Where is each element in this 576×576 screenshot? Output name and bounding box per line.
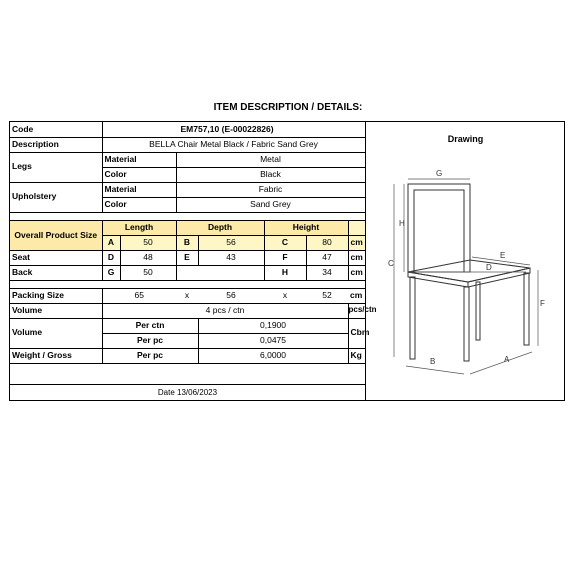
- volume-pcs-value: 4 pcs / ctn: [102, 303, 348, 318]
- dim-d-value: 48: [120, 250, 176, 265]
- spacer-row: [10, 212, 365, 220]
- volume-pcs-unit: pcs/ctn: [348, 303, 365, 318]
- height-header: Height: [264, 220, 348, 235]
- dim-b-marker: B: [430, 357, 436, 366]
- upholstery-label: Upholstery: [10, 182, 102, 212]
- packing-x2: x: [264, 288, 306, 303]
- description-row: [10, 137, 365, 152]
- date-footer: Date 13/06/2023: [10, 384, 365, 401]
- weight-label: Weight / Gross: [10, 348, 102, 363]
- per-pc-value: 0,0475: [198, 333, 348, 348]
- legs-material-row: [10, 152, 365, 167]
- upholstery-material-value: Fabric: [176, 182, 365, 197]
- packing-height: 52: [306, 288, 348, 303]
- dim-c-marker: C: [388, 259, 394, 268]
- volume-pcs-row: [10, 303, 365, 318]
- per-ctn-value: 0,1900: [198, 318, 348, 333]
- legs-label: Legs: [10, 152, 102, 182]
- dim-f-value: 47: [306, 250, 348, 265]
- per-ctn-label: Per ctn: [102, 318, 198, 333]
- dim-b-label: B: [176, 235, 198, 250]
- dim-d-marker: D: [486, 263, 492, 272]
- upholstery-color-value: Sand Grey: [176, 197, 365, 212]
- volume-cbm-unit: Cbm: [348, 318, 365, 348]
- legs-color-label: Color: [102, 167, 176, 182]
- legs-color-value: Black: [176, 167, 365, 182]
- packing-length: 65: [102, 288, 176, 303]
- legs-material-label: Material: [102, 152, 176, 167]
- seat-unit: cm: [348, 250, 365, 265]
- upholstery-material-label: Material: [102, 182, 176, 197]
- overall-unit: cm: [348, 235, 365, 250]
- dim-d-label: D: [102, 250, 120, 265]
- dim-e-marker: E: [500, 251, 506, 260]
- packing-x1: x: [176, 288, 198, 303]
- code-label: Code: [10, 122, 102, 137]
- volume-cbm-row-1: [10, 318, 365, 333]
- drawing-title: Drawing: [447, 134, 484, 144]
- dim-b-value: 56: [198, 235, 264, 250]
- dim-a-label: A: [102, 235, 120, 250]
- length-header: Length: [102, 220, 176, 235]
- legs-material-value: Metal: [176, 152, 365, 167]
- dim-h-label: H: [264, 265, 306, 280]
- packing-label: Packing Size: [10, 288, 102, 303]
- back-unit: cm: [348, 265, 365, 280]
- chair-seat: [408, 260, 530, 287]
- packing-row: [10, 288, 365, 303]
- description-value: BELLA Chair Metal Black / Fabric Sand Grey: [102, 137, 365, 152]
- seat-row: [10, 250, 365, 265]
- spacer-row: [10, 280, 365, 288]
- dim-g-value: 50: [120, 265, 176, 280]
- depth-header: Depth: [176, 220, 264, 235]
- dim-g-label: G: [102, 265, 120, 280]
- upholstery-material-row: [10, 182, 365, 197]
- dim-h-value: 34: [306, 265, 348, 280]
- dim-c-label: C: [264, 235, 306, 250]
- upholstery-color-label: Color: [102, 197, 176, 212]
- chair-backrest: [408, 184, 470, 272]
- seat-label: Seat: [10, 250, 102, 265]
- dim-h-marker: H: [399, 219, 405, 228]
- spec-sheet: [9, 121, 565, 401]
- description-label: Description: [10, 137, 102, 152]
- page-title: ITEM DESCRIPTION / DETAILS:: [213, 102, 363, 113]
- dim-f-label: F: [264, 250, 306, 265]
- dim-c-value: 80: [306, 235, 348, 250]
- dim-e-value: 43: [198, 250, 264, 265]
- dim-a-value: 50: [120, 235, 176, 250]
- back-row: [10, 265, 365, 280]
- drawing-panel: [365, 122, 565, 400]
- dim-g-marker: G: [436, 169, 443, 178]
- overall-header-row: [10, 220, 365, 235]
- packing-width: 56: [198, 288, 264, 303]
- packing-unit: cm: [348, 288, 365, 303]
- weight-unit: Kg: [348, 348, 365, 363]
- volume-cbm-label: Volume: [10, 318, 102, 348]
- dim-f-marker: F: [540, 299, 545, 308]
- weight-per-pc-label: Per pc: [102, 348, 198, 363]
- dim-e-label: E: [176, 250, 198, 265]
- weight-value: 6,0000: [198, 348, 348, 363]
- back-label: Back: [10, 265, 102, 280]
- code-value: EM757,10 (E-00022826): [102, 122, 365, 137]
- chair-drawing: [366, 122, 565, 400]
- weight-row: [10, 348, 365, 363]
- dim-a-marker: A: [504, 355, 510, 364]
- overall-size-label: Overall Product Size: [10, 220, 102, 250]
- spec-table: [10, 122, 377, 364]
- per-pc-label: Per pc: [102, 333, 198, 348]
- code-row: [10, 122, 365, 137]
- volume-label: Volume: [10, 303, 102, 318]
